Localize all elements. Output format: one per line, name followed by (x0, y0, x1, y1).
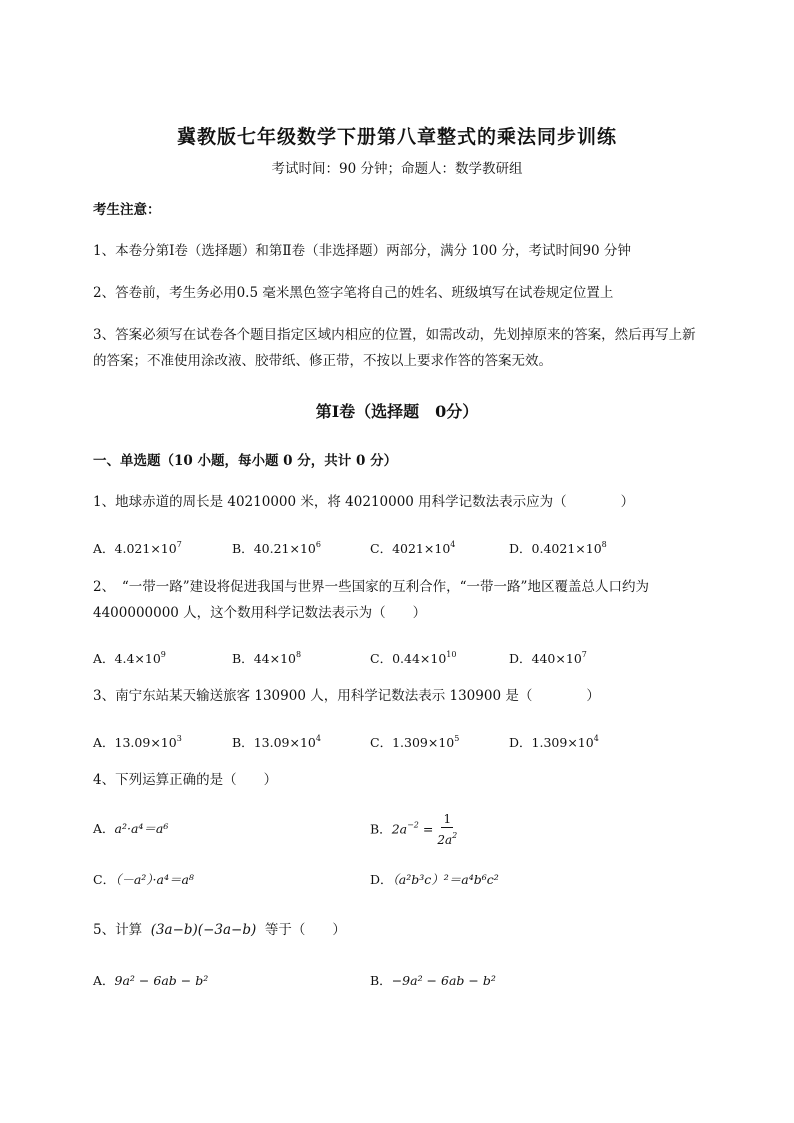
option-letter: D． (509, 651, 532, 666)
option-value: 1.309×10 (392, 735, 455, 750)
exam-subtitle: 考试时间：90 分钟；命题人：数学教研组 (271, 161, 523, 177)
option-letter: D． (509, 541, 532, 556)
option-letter: C． (93, 872, 116, 887)
option-letter: B． (370, 821, 392, 837)
option-letter: A． (93, 973, 115, 988)
option-d[interactable] (509, 730, 599, 752)
question-expression: (3a−b)(−3a−b) (150, 922, 257, 938)
option-value: 4.021×10 (114, 541, 177, 556)
option-letter: C． (370, 541, 393, 556)
notice-item: 的答案；不准使用涂改液、胶带纸、修正带，不按以上要求作答的答案无效。 (93, 353, 552, 369)
option-formula: −9a² − 6ab − b² (391, 973, 496, 988)
option-letter: C． (370, 651, 393, 666)
option-value: 4.4×10 (114, 651, 161, 666)
option-value: 1.309×10 (531, 735, 594, 750)
question-stem-continued: 4400000000 人，这个数用科学记数法表示为（ ） (93, 605, 427, 621)
option-value: 4021×10 (392, 541, 451, 556)
option-d[interactable] (370, 871, 499, 889)
option-value: 44×10 (253, 651, 296, 666)
option-exponent: 4 (593, 734, 599, 743)
option-value: 0.4021×10 (531, 541, 602, 556)
option-letter: B． (370, 973, 392, 988)
option-exponent: 3 (176, 734, 182, 743)
fraction-denominator: 2a (437, 833, 453, 847)
option-a[interactable] (93, 820, 168, 838)
option-formula: （－a²）·a⁴＝a⁸ (115, 872, 194, 887)
option-exponent: 6 (315, 540, 321, 549)
question-stem: 1、地球赤道的周长是 40210000 米，将 40210000 用科学记数法表示应为（ ） (93, 494, 635, 510)
option-letter: B． (232, 541, 254, 556)
question-stem-text: 5、计算 (93, 922, 143, 938)
part-heading: 一、单选题（10 小题，每小题 0 分，共计 0 分） (93, 453, 398, 469)
option-value: 0.44×10 (392, 651, 447, 666)
option-letter: D． (509, 735, 532, 750)
option-letter: A． (93, 735, 115, 750)
option-exponent: 4 (450, 540, 456, 549)
option-formula-lhs: 2a (391, 821, 408, 837)
option-formula: a²·a⁴＝a⁶ (114, 821, 169, 836)
option-exponent: 7 (581, 650, 587, 659)
option-b[interactable] (232, 646, 301, 668)
option-formula: （a²b³c）²＝a⁴b⁶c² (392, 872, 499, 887)
option-c[interactable] (93, 871, 194, 889)
option-value: 40.21×10 (253, 541, 316, 556)
fraction-numerator: 1 (443, 812, 452, 826)
option-a[interactable] (93, 730, 182, 752)
question-stem (93, 920, 346, 940)
option-value: 13.09×10 (253, 735, 316, 750)
option-d[interactable] (509, 536, 607, 558)
option-exponent: 8 (601, 540, 607, 549)
option-value: 440×10 (531, 651, 582, 666)
option-letter: C． (370, 735, 393, 750)
option-a[interactable] (93, 646, 166, 668)
option-b[interactable] (370, 972, 496, 990)
option-exponent: 2 (452, 831, 458, 840)
notice-heading: 考生注意： (93, 202, 161, 218)
exam-title: 冀教版七年级数学下册第八章整式的乘法同步训练 (176, 126, 617, 148)
option-letter: A． (93, 651, 115, 666)
option-fraction (437, 812, 457, 848)
question-stem: 2、 “一带一路”建设将促进我国与世界一些国家的互利合作，“一带一路”地区覆盖总人口约为 (93, 579, 649, 595)
option-letter: B． (232, 735, 254, 750)
option-value: 13.09×10 (114, 735, 177, 750)
option-c[interactable] (370, 646, 456, 668)
option-exponent: 10 (446, 650, 457, 659)
option-letter: D． (370, 872, 393, 887)
option-exponent: 9 (160, 650, 166, 659)
notice-item: 2、答卷前，考生务必用0.5 毫米黑色签字笔将自己的姓名、班级填写在试卷规定位置上 (93, 285, 614, 301)
option-exponent: 5 (454, 734, 460, 743)
section-title: 第Ⅰ卷（选择题 0分） (315, 402, 479, 421)
option-c[interactable] (370, 536, 455, 558)
option-b[interactable]: B．$2a^{-2}$ = $\frac{1}{2a^2}$ (370, 812, 458, 847)
option-letter: B． (232, 651, 254, 666)
option-a[interactable] (93, 972, 208, 990)
question-stem: 3、南宁东站某天输送旅客 130900 人，用科学记数法表示 130900 是（ ） (93, 688, 600, 704)
option-d[interactable] (509, 646, 587, 668)
option-b[interactable] (232, 536, 321, 558)
option-c[interactable] (370, 730, 459, 752)
option-formula: 9a² − 6ab − b² (114, 973, 209, 988)
option-b[interactable] (232, 730, 321, 752)
question-stem: 4、下列运算正确的是（ ） (93, 772, 278, 788)
question-stem-tail: 等于（ ） (264, 922, 346, 938)
option-a[interactable] (93, 536, 182, 558)
option-exponent: 7 (176, 540, 182, 549)
option-exponent: 4 (315, 734, 321, 743)
option-exponent: −2 (407, 820, 419, 830)
notice-item: 3、答案必须写在试卷各个题目指定区域内相应的位置，如需改动，先划掉原来的答案，然后再写上新 (93, 327, 696, 343)
option-letter: A． (93, 541, 115, 556)
notice-item: 1、本卷分第Ⅰ卷（选择题）和第Ⅱ卷（非选择题）两部分，满分 100 分，考试时间90 分钟 (93, 243, 631, 259)
option-letter: A． (93, 821, 115, 836)
option-exponent: 8 (295, 650, 302, 659)
